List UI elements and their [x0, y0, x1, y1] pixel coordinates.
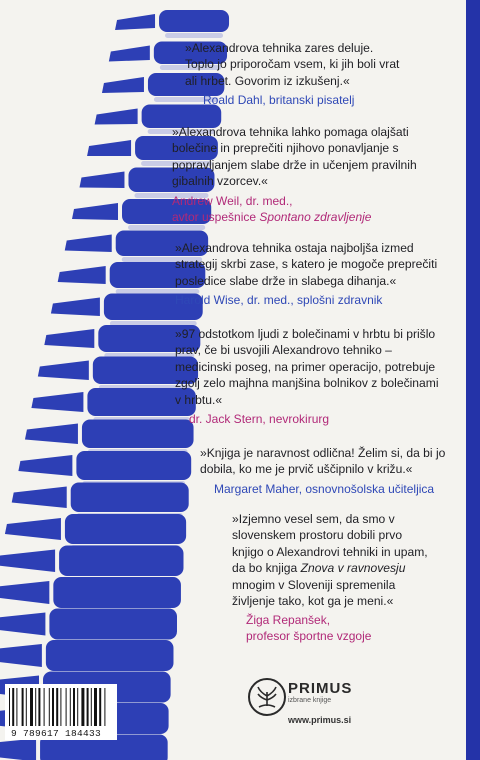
- vertebra-process: [12, 487, 67, 509]
- book-title: Spontano zdravljenje: [259, 209, 372, 224]
- quote-text: »Alexandrova tehnika ostaja najboljša izmed strategij skrbi zase, s katero je mogoče preprečiti posledice slabe drže in slabega dihanja.«: [175, 241, 438, 288]
- author-name: Žiga Repanšek,: [246, 613, 331, 628]
- vertebra-process: [51, 298, 100, 317]
- quote-author: dr. Jack Stern, nevrokirurg: [189, 412, 330, 427]
- book-title: Znova v ravnovesju: [300, 561, 406, 576]
- barcode-bar: [30, 688, 33, 726]
- vertebra-process: [0, 581, 49, 604]
- barcode-bar: [91, 688, 92, 726]
- barcode-bar: [60, 688, 61, 726]
- barcode-bar: [56, 688, 58, 726]
- vertebra-process: [44, 329, 94, 348]
- publisher-name: PRIMUS: [288, 680, 353, 697]
- quote-author: Margaret Maher, osnovnošolska učiteljica: [214, 481, 435, 496]
- vertebra: [53, 577, 181, 608]
- vertebra-process: [31, 392, 83, 412]
- vertebra-process: [102, 77, 144, 93]
- vertebra: [49, 609, 177, 640]
- barcode-bar: [94, 688, 97, 726]
- barcode-bar: [35, 688, 36, 726]
- author-role: profesor športne vzgoje: [246, 629, 372, 644]
- barcode-bar: [44, 688, 45, 726]
- quote-author: [246, 612, 437, 644]
- vertebra: [71, 483, 189, 513]
- author-name: Andrew Weil, dr. med.,: [172, 193, 293, 208]
- barcode-bar: [77, 688, 78, 726]
- quote-author: Harold Wise, dr. med., splošni zdravnik: [175, 293, 383, 308]
- barcode-bar: [81, 688, 84, 726]
- quote-dahl: [185, 40, 405, 108]
- barcode-bars: [9, 688, 113, 728]
- vertebra-process: [18, 455, 72, 476]
- barcode-digits: 9 789617 184433: [11, 728, 102, 739]
- quote-author: Roald Dahl, britanski pisatelj: [203, 93, 355, 108]
- barcode-bar: [16, 688, 17, 726]
- quote-text: »Knjiga je naravnost odlična! Želim si, da bi jo dobila, ko me je prvič uščipnilo v križu.«: [200, 446, 446, 477]
- vertebra: [159, 10, 229, 32]
- vertebra-process: [38, 361, 89, 381]
- barcode-bar: [26, 688, 27, 726]
- quote-repansek: [232, 511, 437, 644]
- quote-maher: [200, 445, 462, 497]
- barcode-bar: [38, 688, 40, 726]
- vertebra-process: [95, 109, 138, 125]
- vertebra: [65, 514, 186, 544]
- publisher-block: [240, 660, 360, 750]
- quote-text: »Alexandrova tehnika zares deluje. Toplo jo priporočam vsem, ki jih boli vrat ali hrbet. Govorim iz izkušenj.«: [185, 41, 400, 88]
- vertebra: [76, 451, 191, 480]
- vertebra-process: [79, 172, 124, 189]
- quote-weil: [172, 124, 432, 225]
- vertebra-process: [25, 424, 78, 445]
- barcode-bar: [52, 688, 54, 726]
- vertebra-process: [0, 613, 45, 636]
- vertebra-process: [5, 518, 61, 540]
- vertebra-process: [72, 203, 118, 220]
- barcode-bar: [104, 688, 105, 726]
- barcode-bar: [9, 688, 10, 726]
- vertebra-process: [58, 266, 106, 284]
- barcode-bar: [66, 688, 67, 726]
- barcode-bar: [70, 688, 71, 726]
- vertebra: [59, 546, 183, 577]
- vertebra-process: [109, 46, 150, 62]
- barcode-bar: [22, 688, 24, 726]
- vertebra-process: [87, 140, 131, 156]
- isbn-barcode: [5, 684, 117, 740]
- vertebra-process: [0, 739, 36, 760]
- intervertebral-disc: [128, 225, 205, 230]
- publisher-url: www.primus.si: [288, 715, 352, 725]
- quote-text: »Alexandrova tehnika lahko pomaga olajšati bolečine in preprečiti njihovo ponavljanje s popravljanjem slabe drže in učenjem pravilnih gibalnih vzorcev.«: [172, 125, 417, 189]
- vertebra-process: [0, 644, 42, 667]
- quote-text: »Izjemno vesel sem, da smo v slovenskem prostoru dobili prvo knjigo o Alexandrovi tehniki in upam, da bo knjiga Znova v ravnovesju mnogim v Sloveniji spremenila življenje tako, kot ga je meni.«: [232, 512, 428, 609]
- vertebra-process: [115, 14, 155, 30]
- vertebra-process: [65, 235, 112, 253]
- publisher-logo-icon: [248, 678, 286, 716]
- publisher-tagline: izbrane knjige: [288, 697, 332, 704]
- intervertebral-disc: [165, 33, 223, 38]
- vertebra-process: [0, 550, 55, 573]
- barcode-bar: [49, 688, 50, 726]
- barcode-bar: [99, 688, 101, 726]
- quote-author: [172, 193, 432, 225]
- barcode-bar: [12, 688, 14, 726]
- quote-stern: [175, 326, 445, 427]
- barcode-bar: [73, 688, 75, 726]
- vertebra: [46, 640, 174, 671]
- quote-text: »97 odstotkom ljudi z bolečinami v hrbtu bi prišlo prav, če bi usvojili Alexandrovo tehniko – medicinski poseg, na primer operacijo, potrebuje zgolj zelo majhna manjšina bolnikov z bolečinami v hrbtu.«: [175, 327, 439, 407]
- barcode-bar: [87, 688, 89, 726]
- author-role: avtor uspešnice: [172, 209, 260, 224]
- quote-wise: [175, 240, 450, 308]
